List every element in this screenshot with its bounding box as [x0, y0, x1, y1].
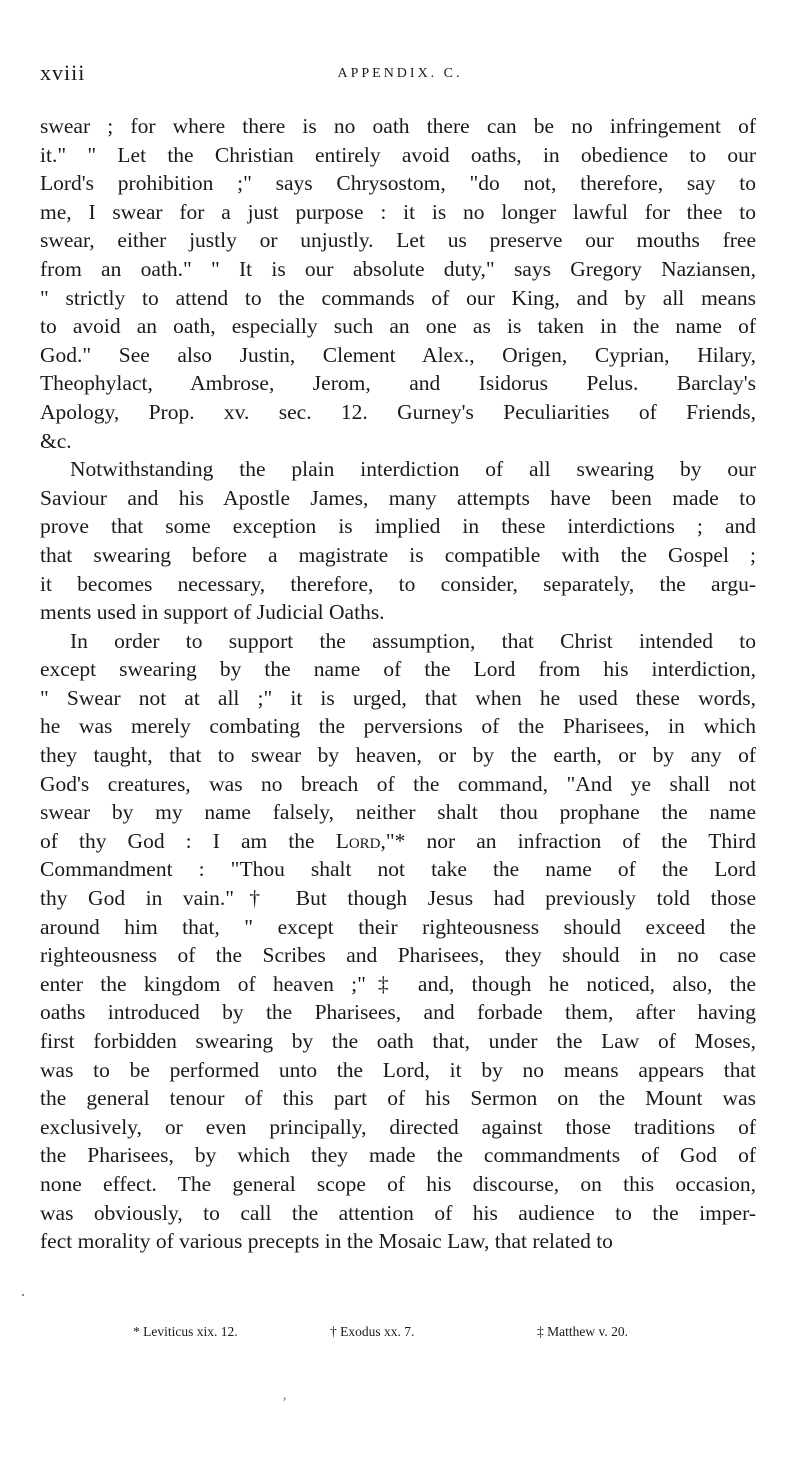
text-line: exclusively, or even principally, directed against those traditions of	[40, 1114, 756, 1139]
body-text	[40, 112, 756, 1256]
paragraph	[40, 455, 756, 627]
text-line: me, I swear for a just purpose : it is no longer lawful for thee to	[40, 199, 756, 224]
text-line: of thy God : I am the Lord,"* nor an infraction of the Third	[40, 828, 757, 853]
text-line: Apology, Prop. xv. sec. 12. Gurney's Peculiarities of Friends,	[40, 399, 756, 424]
text-line: it." " Let the Christian entirely avoid oaths, in obedience to our	[40, 142, 756, 167]
text-line: none effect. The general scope of his discourse, on this occasion,	[40, 1171, 756, 1196]
text-line: oaths introduced by the Pharisees, and forbade them, after having	[40, 1000, 756, 1025]
text-line: the Pharisees, by which they made the commandments of God of	[40, 1143, 756, 1168]
text-line: " Swear not at all ;" it is urged, that when he used these words,	[40, 685, 756, 710]
footnote: † Exodus xx. 7.	[330, 1324, 415, 1339]
text-line: swear by my name falsely, neither shalt thou prophane the name	[40, 800, 756, 825]
text-line: righteousness of the Scribes and Pharisees, they should in no case	[40, 943, 756, 968]
text-line: thy God in vain."† But though Jesus had previously told those	[40, 886, 756, 911]
text-line: enter the kingdom of heaven ;"‡ and, though he noticed, also, the	[40, 971, 756, 996]
text-line: God's creatures, was no breach of the command, "And ye shall not	[40, 771, 756, 796]
text-line: &c.	[40, 428, 72, 453]
text-line: ments used in support of Judicial Oaths.	[40, 600, 385, 625]
text-line: fect morality of various precepts in the Mosaic Law, that related to	[40, 1229, 613, 1254]
text-line: Lord's prohibition ;" says Chrysostom, "do not, therefore, say to	[40, 171, 756, 196]
paragraph	[40, 627, 756, 1256]
text-line: he was merely combating the perversions of the Pharisees, in which	[40, 714, 756, 739]
running-title: APPENDIX. C.	[337, 66, 463, 81]
edge-dot	[22, 1294, 24, 1296]
text-line: to avoid an oath, especially such an one as is taken in the name of	[40, 314, 756, 339]
text-line: they taught, that to swear by heaven, or by the earth, or by any of	[40, 743, 756, 768]
stray-mark: ,	[283, 1388, 287, 1403]
text-line: Saviour and his Apostle James, many attempts have been made to	[40, 485, 756, 510]
text-line: it becomes necessary, therefore, to consider, separately, the argu-	[40, 571, 756, 596]
text-line: the general tenour of this part of his Sermon on the Mount was	[40, 1086, 756, 1111]
text-line: Commandment : "Thou shalt not take the name of the Lord	[40, 857, 756, 882]
text-line: except swearing by the name of the Lord from his interdiction,	[40, 657, 756, 682]
text-line: swear ; for where there is no oath there can be no infringement of	[40, 114, 756, 138]
text-line: Theophylact, Ambrose, Jerom, and Isidorus Pelus. Barclay's	[40, 371, 756, 396]
text-line: swear, either justly or unjustly. Let us preserve our mouths free	[40, 228, 756, 253]
text-line: first forbidden swearing by the oath that, under the Law of Moses,	[40, 1029, 756, 1053]
text-line: that swearing before a magistrate is compatible with the Gospel ;	[40, 542, 756, 567]
text-line: around him that, " except their righteousness should exceed the	[40, 914, 756, 939]
text-line: " strictly to attend to the commands of our King, and by all means	[40, 285, 756, 310]
text-line: was obviously, to call the attention of his audience to the imper-	[40, 1200, 756, 1225]
text-line: from an oath." " It is our absolute duty," says Gregory Naziansen,	[40, 256, 756, 281]
page-number: xviii	[40, 60, 86, 85]
text-line: In order to support the assumption, that Christ intended to	[70, 628, 756, 653]
text-line: was to be performed unto the Lord, it by no means appears that	[40, 1057, 756, 1082]
paragraph	[40, 112, 756, 455]
text-line: prove that some exception is implied in these interdictions ; and	[40, 514, 756, 539]
footnote: ‡ Matthew v. 20.	[537, 1324, 628, 1339]
text-line: God." See also Justin, Clement Alex., Origen, Cyprian, Hilary,	[40, 342, 756, 367]
footnote: * Leviticus xix. 12.	[133, 1324, 238, 1339]
text-line: Notwithstanding the plain interdiction of all swearing by our	[70, 457, 756, 482]
